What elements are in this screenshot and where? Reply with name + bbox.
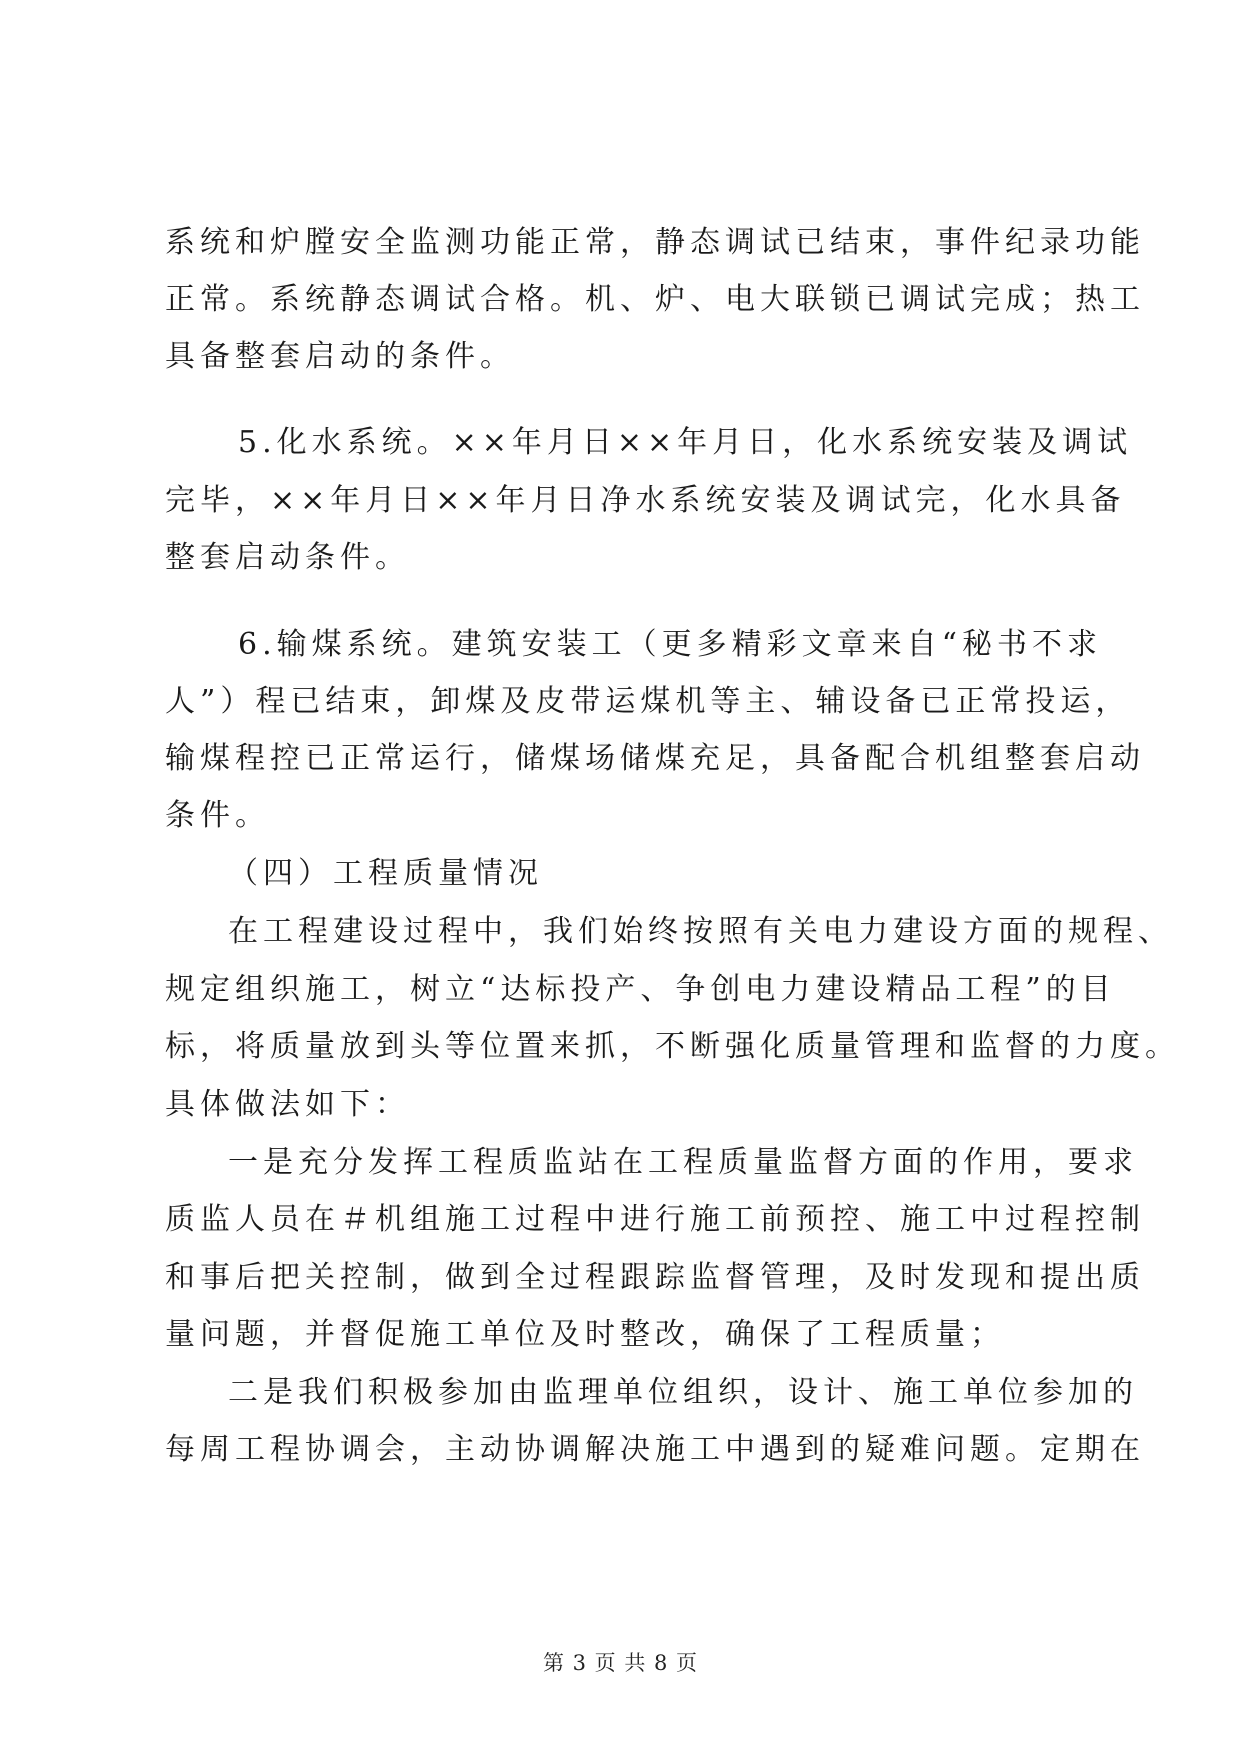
text-line-5: 完毕，××年月日××年月日净水系统安装及调试完，化水具备	[165, 483, 1126, 518]
text-line-8: 人”）程已结束，卸煤及皮带运煤机等主、辅设备已正常投运，	[165, 684, 1131, 719]
text-line-10: 条件。	[165, 798, 270, 833]
text-line-4: 5.化水系统。××年月日××年月日，化水系统安装及调试	[238, 425, 1133, 460]
text-line-18: 和事后把关控制，做到全过程跟踪监督管理，及时发现和提出质	[165, 1260, 1145, 1295]
text-line-16: 一是充分发挥工程质监站在工程质量监督方面的作用，要求	[228, 1145, 1138, 1180]
text-line-7: 6.输煤系统。建筑安装工（更多精彩文章来自“秘书不求	[238, 627, 1102, 662]
page-number-footer: 第 3 页 共 8 页	[542, 1651, 699, 1675]
text-line-3: 具备整套启动的条件。	[165, 339, 515, 374]
text-line-13: 规定组织施工，树立“达标投产、争创电力建设精品工程”的目	[165, 972, 1116, 1007]
text-line-2: 正常。系统静态调试合格。机、炉、电大联锁已调试完成；热工	[165, 282, 1145, 317]
text-line-21: 每周工程协调会，主动协调解决施工中遇到的疑难问题。定期在	[165, 1432, 1145, 1467]
text-line-20: 二是我们积极参加由监理单位组织，设计、施工单位参加的	[228, 1375, 1138, 1410]
text-line-14: 标，将质量放到头等位置来抓，不断强化质量管理和监督的力度。	[165, 1029, 1180, 1064]
text-line-6: 整套启动条件。	[165, 540, 410, 575]
text-line-9: 输煤程控已正常运行，储煤场储煤充足，具备配合机组整套启动	[165, 741, 1145, 776]
text-line-1: 系统和炉膛安全监测功能正常，静态调试已结束，事件纪录功能	[165, 225, 1145, 260]
text-line-12: 在工程建设过程中，我们始终按照有关电力建设方面的规程、	[228, 914, 1173, 949]
text-line-17: 质监人员在＃机组施工过程中进行施工前预控、施工中过程控制	[165, 1202, 1145, 1237]
text-line-19: 量问题，并督促施工单位及时整改，确保了工程质量；	[165, 1317, 1005, 1352]
text-line-15: 具体做法如下：	[165, 1087, 410, 1122]
section-heading: （四）工程质量情况	[228, 856, 543, 891]
